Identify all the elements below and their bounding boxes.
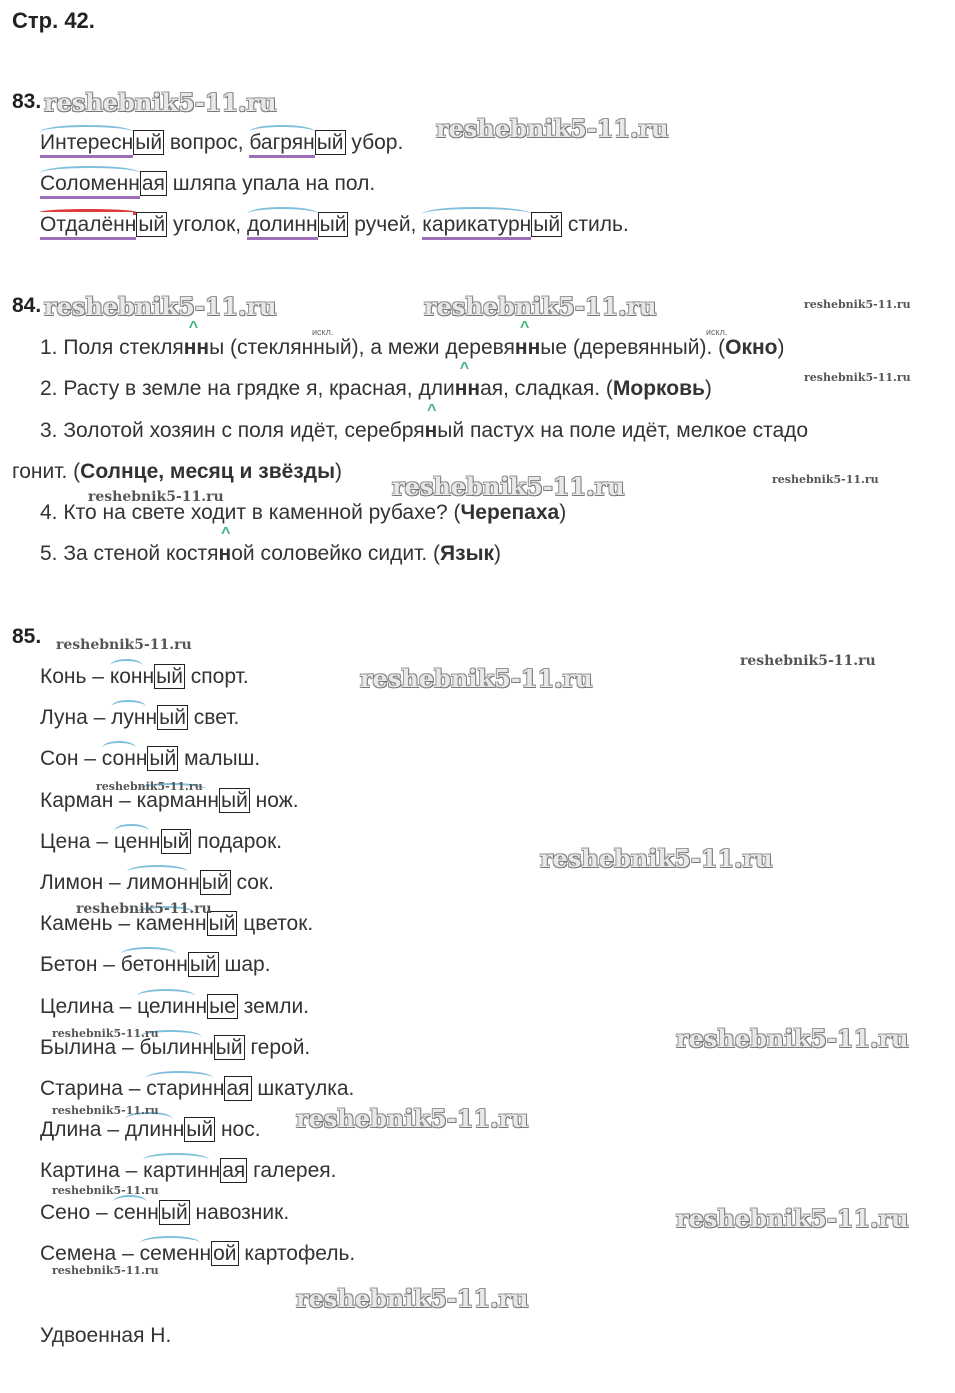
watermark: reshebnik5-11.ru: [740, 653, 876, 669]
text-segment: вопрос,: [164, 131, 250, 154]
exercise-83-number: 83.: [12, 90, 42, 113]
text-segment: Язык: [440, 542, 495, 565]
text-segment: герой.: [244, 1035, 311, 1059]
text-segment: навозник.: [189, 1200, 290, 1224]
watermark: reshebnik5-11.ru: [772, 473, 879, 486]
watermark: reshebnik5-11.ru: [296, 1284, 529, 1313]
text-segment: Былина –: [40, 1035, 140, 1059]
text-segment: нн ^: [515, 336, 540, 359]
text-segment: Бетон –: [40, 953, 121, 977]
text-segment: н: [142, 665, 155, 688]
text-segment: ый пастух на поле идёт, мелкое стадо: [437, 419, 809, 442]
watermark: reshebnik5-11.ru: [676, 1024, 909, 1053]
text-segment: ): [335, 460, 343, 483]
watermark: reshebnik5-11.ru: [96, 780, 203, 793]
text-segment: ): [494, 542, 502, 565]
text-segment: н: [202, 1035, 214, 1059]
text-segment: малыш.: [178, 747, 261, 771]
text-segment: ый: [215, 1035, 243, 1059]
ex85-line: [40, 1159, 337, 1183]
page-title: Стр. 42.: [12, 8, 95, 33]
text-segment: ый: [159, 706, 186, 730]
text-segment: ый: [316, 131, 344, 154]
text-segment: шар.: [218, 953, 271, 977]
text-segment: багрян: [249, 131, 314, 158]
ex84-line: [40, 542, 501, 566]
text-segment: 5. За стеной костя: [40, 542, 219, 565]
text-segment: земли.: [237, 994, 310, 1018]
text-segment: целин: [137, 994, 196, 1018]
watermark: reshebnik5-11.ru: [804, 298, 911, 311]
text-segment: ый: [221, 788, 248, 812]
text-segment: сок.: [230, 871, 274, 894]
text-segment: ые: [209, 994, 236, 1018]
text-segment: Цена –: [40, 829, 114, 853]
text-segment: Луна –: [40, 706, 112, 730]
text-segment: бетон: [120, 953, 177, 977]
text-segment: н: [207, 788, 219, 812]
text-segment: Целина –: [40, 994, 138, 1018]
ex85-line: [40, 871, 274, 895]
watermark: reshebnik5-11.ru: [88, 489, 224, 505]
text-segment: ): [777, 336, 785, 359]
text-segment: долинн: [247, 213, 318, 240]
text-segment: ые (деревянный). (: [540, 336, 726, 359]
exercise-85-footer: Удвоенная Н.: [40, 1324, 172, 1347]
text-segment: убор.: [345, 131, 404, 154]
text-segment: лун: [111, 706, 146, 730]
ex84-line: [12, 460, 342, 484]
text-segment: 3. Золотой хозяин с поля идёт, серебря: [40, 419, 425, 442]
text-segment: нн ^: [455, 377, 480, 400]
text-segment: ый: [149, 747, 177, 771]
watermark: reshebnik5-11.ru: [52, 1027, 159, 1040]
text-segment: кон: [109, 665, 143, 688]
text-segment: галерея.: [247, 1159, 337, 1183]
text-segment: н: [195, 994, 208, 1018]
text-segment: ый: [201, 871, 229, 894]
text-segment: н: [208, 1159, 221, 1183]
ex85-line: [40, 747, 260, 771]
text-segment: Солнце, месяц и звёзды: [80, 460, 336, 483]
text-segment: подарок.: [191, 829, 283, 853]
text-segment: ый: [189, 953, 217, 977]
text-segment: старин: [146, 1077, 213, 1100]
watermark: reshebnik5-11.ru: [424, 292, 657, 321]
watermark: reshebnik5-11.ru: [360, 664, 593, 693]
watermark: reshebnik5-11.ru: [56, 637, 192, 653]
text-segment: Конь –: [40, 665, 110, 688]
text-segment: н: [212, 1077, 225, 1100]
ex85-line: [40, 830, 282, 854]
text-segment: Сон –: [40, 747, 102, 771]
text-segment: 1. Поля стекля: [40, 336, 184, 359]
text-segment: картин: [143, 1159, 209, 1183]
watermark: reshebnik5-11.ru: [44, 88, 277, 117]
watermark: reshebnik5-11.ru: [436, 114, 669, 143]
exercise-85-number: 85.: [12, 625, 42, 648]
text-segment: Старина –: [40, 1077, 147, 1100]
text-segment: н: [176, 953, 188, 977]
ex85-line: [40, 1201, 289, 1225]
text-segment: н: [188, 871, 200, 894]
text-segment: ый: [160, 1200, 188, 1224]
watermark: reshebnik5-11.ru: [76, 901, 212, 917]
text-segment: ): [559, 501, 567, 524]
ex85-line: [40, 665, 249, 689]
text-segment: сен: [113, 1200, 148, 1224]
text-segment: ый: [138, 213, 166, 236]
text-segment: спорт.: [184, 665, 249, 688]
text-segment: цен: [113, 829, 149, 853]
text-segment: ый: [186, 1118, 214, 1142]
text-segment: н: [147, 1200, 159, 1224]
exercise-84-number: 84.: [12, 294, 42, 317]
watermark: reshebnik5-11.ru: [392, 472, 625, 501]
ex84-line: [40, 419, 808, 443]
text-segment: Соломенн: [40, 172, 140, 199]
text-segment: Длина –: [40, 1118, 125, 1142]
text-segment: ая: [141, 172, 165, 195]
text-segment: Окно: [725, 336, 778, 359]
text-segment: лимон: [126, 871, 189, 894]
text-segment: н: [145, 706, 158, 730]
note-iskl-2: искл.: [706, 327, 728, 337]
ex83-line: [40, 172, 375, 196]
watermark: reshebnik5-11.ru: [804, 371, 911, 384]
text-segment: Интересн: [40, 131, 133, 158]
text-segment: цветок.: [237, 912, 314, 936]
text-segment: ы (стеклянный), а межи деревя: [209, 336, 515, 359]
watermark: reshebnik5-11.ru: [52, 1184, 159, 1197]
text-segment: ый: [135, 131, 163, 154]
text-segment: нож.: [249, 788, 299, 812]
text-segment: сон: [101, 747, 136, 771]
text-segment: былин: [139, 1035, 203, 1059]
text-segment: н: [148, 829, 161, 853]
text-segment: н: [172, 1118, 185, 1142]
text-segment: карман: [136, 788, 208, 812]
ex85-line: [40, 1242, 355, 1266]
text-segment: ой соловейко сидит. (: [231, 542, 441, 565]
text-segment: свет.: [187, 706, 240, 730]
text-segment: семен: [139, 1241, 200, 1265]
text-segment: Черепаха: [460, 501, 560, 524]
watermark: reshebnik5-11.ru: [296, 1104, 529, 1133]
text-segment: н: [199, 1241, 212, 1265]
text-segment: нн ^: [184, 336, 209, 359]
text-segment: н ^: [425, 419, 438, 442]
ex84-line: [40, 336, 785, 360]
text-segment: нос.: [215, 1118, 261, 1142]
text-segment: Картина –: [40, 1159, 144, 1183]
ex85-line: [40, 1077, 354, 1101]
text-segment: Камень –: [40, 912, 136, 936]
text-segment: н: [194, 912, 207, 936]
ex83-line: [40, 131, 403, 155]
ex83-line: [40, 213, 629, 237]
text-segment: ая: [222, 1159, 246, 1183]
watermark: reshebnik5-11.ru: [44, 292, 277, 321]
text-segment: шляпа упала на пол.: [166, 172, 376, 195]
note-iskl-1: искл.: [312, 327, 334, 337]
watermark: reshebnik5-11.ru: [676, 1204, 909, 1233]
text-segment: ый: [533, 213, 561, 236]
text-segment: ая, сладкая. (: [480, 377, 613, 400]
text-segment: 4. Кто на свете ходит в каменной рубахе? (: [40, 501, 461, 524]
text-segment: картофель.: [238, 1241, 356, 1265]
text-segment: Лимон –: [40, 871, 127, 894]
text-segment: Карман –: [40, 788, 137, 812]
ex85-line: [40, 1118, 261, 1142]
text-segment: 2. Расту в земле на грядке я, красная, дли: [40, 377, 455, 400]
text-segment: карикатурн: [422, 213, 531, 240]
text-segment: ): [704, 377, 712, 400]
text-segment: ый: [162, 829, 190, 853]
text-segment: шкатулка.: [251, 1077, 355, 1100]
text-segment: н ^: [219, 542, 232, 565]
ex84-line: [40, 377, 712, 401]
text-segment: ой: [213, 1241, 237, 1265]
text-segment: ый: [156, 665, 183, 688]
text-segment: Морковь: [612, 377, 705, 400]
text-segment: ручей,: [348, 213, 423, 236]
text-segment: уголок,: [167, 213, 247, 236]
watermark: reshebnik5-11.ru: [52, 1264, 159, 1277]
text-segment: камен: [135, 912, 195, 936]
text-segment: гонит. (: [12, 460, 81, 483]
text-segment: стиль.: [562, 213, 629, 236]
text-segment: ая: [226, 1077, 250, 1100]
watermark: reshebnik5-11.ru: [52, 1104, 159, 1117]
ex85-line: [40, 953, 271, 977]
text-segment: ый: [208, 912, 236, 936]
watermark: reshebnik5-11.ru: [540, 844, 773, 873]
ex85-line: [40, 706, 239, 730]
text-segment: Семена –: [40, 1241, 140, 1265]
text-segment: Сено –: [40, 1200, 114, 1224]
text-segment: ый: [319, 213, 347, 236]
text-segment: длин: [124, 1118, 173, 1142]
ex85-line: [40, 995, 309, 1019]
text-segment: Отдалённ: [40, 213, 136, 240]
text-segment: н: [135, 747, 148, 771]
